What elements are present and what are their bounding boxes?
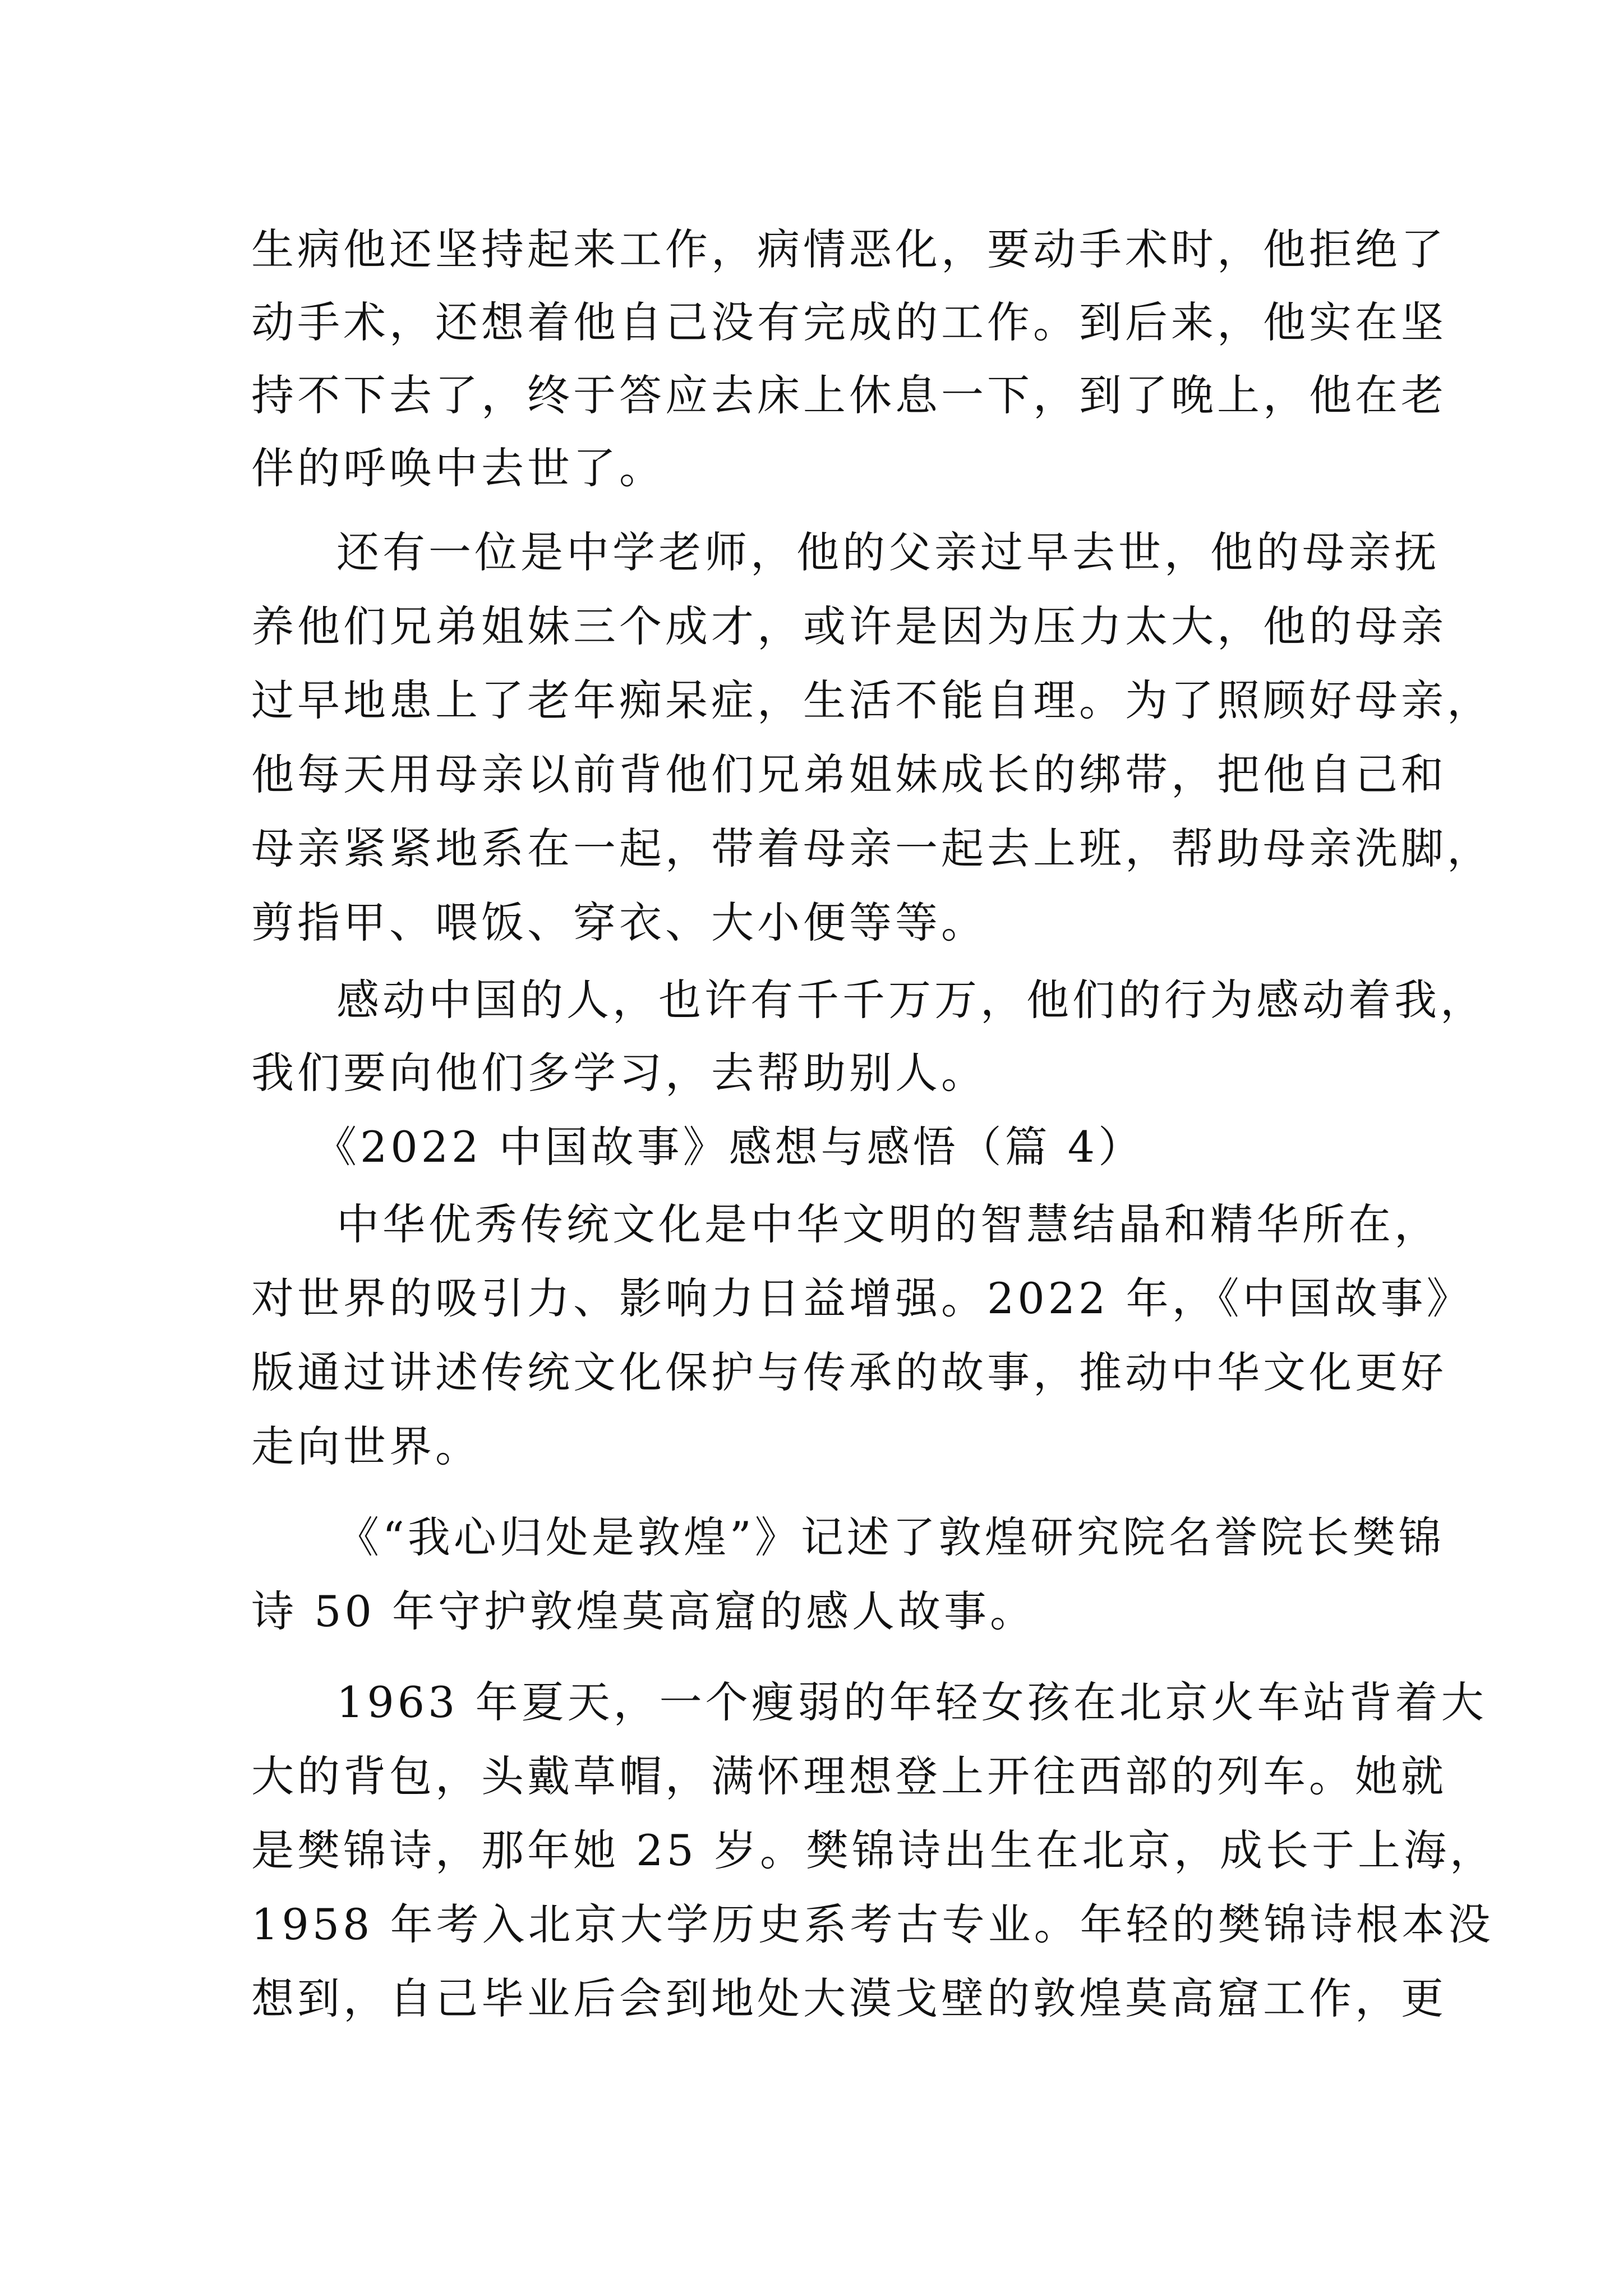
- text-line: 感动中国的人，也许有千千万万，他们的行为感动着我，: [336, 975, 1486, 1025]
- section-heading: 《2022 中国故事》感想与感悟（篇 4）: [314, 1122, 1145, 1172]
- text-line: 剪指甲、喂饭、穿衣、大小便等等。: [251, 898, 987, 947]
- text-line: 中华优秀传统文化是中华文明的智慧结晶和精华所在，: [336, 1199, 1440, 1249]
- text-line: 持不下去了，终于答应去床上休息一下，到了晚上，他在老: [251, 370, 1447, 420]
- text-line: 过早地患上了老年痴呆症，生活不能自理。为了照顾好母亲，: [251, 675, 1493, 725]
- text-line: 他每天用母亲以前背他们兄弟姐妹成长的绑带，把他自己和: [251, 749, 1447, 799]
- text-line: 是樊锦诗，那年她 25 岁。樊锦诗出生在北京，成长于上海，: [251, 1825, 1496, 1875]
- text-line: 养他们兄弟姐妹三个成才，或许是因为压力太大，他的母亲: [251, 601, 1447, 651]
- text-line: 1958 年考入北京大学历史系考古专业。年轻的樊锦诗根本没: [251, 1899, 1494, 1949]
- text-line: 版通过讲述传统文化保护与传承的故事，推动中华文化更好: [251, 1347, 1447, 1397]
- text-line: 母亲紧紧地系在一起，带着母亲一起去上班，帮助母亲洗脚，: [251, 823, 1493, 873]
- text-line: 我们要向他们多学习，去帮助别人。: [251, 1048, 987, 1098]
- text-line: 诗 50 年守护敦煌莫高窟的感人故事。: [251, 1586, 1036, 1636]
- text-line: 想到，自己毕业后会到地处大漠戈壁的敦煌莫高窟工作，更: [251, 1973, 1447, 2023]
- text-line: 伴的呼唤中去世了。: [251, 443, 665, 493]
- text-line: 对世界的吸引力、影响力日益增强。2022 年，《中国故事》: [251, 1273, 1473, 1323]
- text-line: 1963 年夏天，一个瘦弱的年轻女孩在北京火车站背着大: [336, 1677, 1487, 1727]
- text-line: 大的背包，头戴草帽，满怀理想登上开往西部的列车。她就: [251, 1751, 1447, 1801]
- text-line: 还有一位是中学老师，他的父亲过早去世，他的母亲抚: [336, 527, 1440, 577]
- text-line: 走向世界。: [251, 1421, 481, 1471]
- text-line: 《“我心归处是敦煌”》记述了敦煌研究院名誉院长樊锦: [336, 1512, 1445, 1562]
- text-line: 动手术，还想着他自己没有完成的工作。到后来，他实在坚: [251, 297, 1447, 347]
- text-line: 生病他还坚持起来工作，病情恶化，要动手术时，他拒绝了: [251, 224, 1447, 274]
